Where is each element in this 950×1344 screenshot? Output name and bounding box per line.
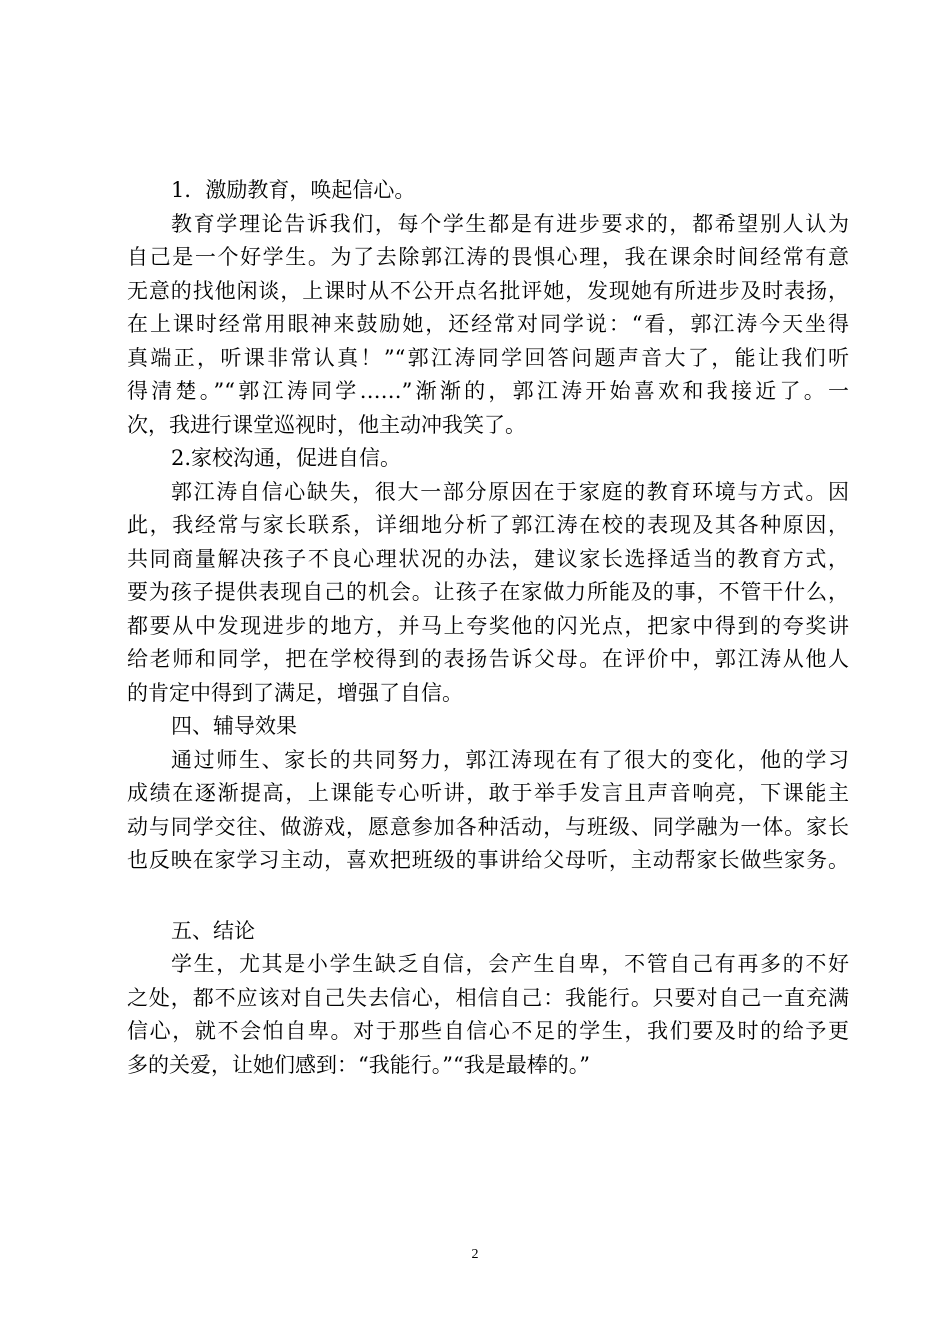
paragraph-line: 多的关爱，让她们感到：“我能行。”“我是最棒的。” (127, 1052, 590, 1077)
paragraph-line: 给老师和同学，把在学校得到的表扬告诉父母。在评价中，郭江涛从他人 (127, 647, 849, 671)
paragraph-line: 共同商量解决孩子不良心理状况的办法，建议家长选择适当的教育方式， (127, 546, 849, 571)
section-heading-home-school: 2.家校沟通，促进自信。 (171, 446, 402, 470)
paragraph-line: 成绩在逐渐提高，上课能专心听讲，敢于举手发言且声音响亮，下课能主 (127, 781, 849, 805)
paragraph-line: 的肯定中得到了满足，增强了自信。 (127, 680, 463, 705)
section-heading-incentive-education: 1．激励教育，唤起信心。 (171, 178, 416, 202)
paragraph-line: 也反映在家学习主动，喜欢把班级的事讲给父母听，主动帮家长做些家务。 (127, 848, 849, 872)
paragraph-line: 都要从中发现进步的地方，并马上夸奖他的闪光点，把家中得到的夸奖讲 (127, 613, 849, 638)
paragraph-line: 无意的找他闲谈，上课时从不公开点名批评她，发现她有所进步及时表扬， (127, 278, 849, 303)
paragraph-line: 真端正，听课非常认真！”“郭江涛同学回答问题声音大了，能让我们听 (127, 345, 849, 370)
paragraph-line: 之处，都不应该对自己失去信心，相信自己：我能行。只要对自己一直充满 (127, 985, 849, 1010)
paragraph-line: 在上课时经常用眼神来鼓励她，还经常对同学说：“看，郭江涛今天坐得 (127, 312, 849, 336)
paragraph-line: 动与同学交往、做游戏，愿意参加各种活动，与班级、同学融为一体。家长 (127, 814, 849, 839)
paragraph-line: 信心，就不会怕自卑。对于那些自信心不足的学生，我们要及时的给予更 (127, 1019, 849, 1043)
paragraph-line: 此，我经常与家长联系，详细地分析了郭江涛在校的表现及其各种原因， (127, 513, 849, 537)
paragraph-spacer (127, 878, 849, 915)
paragraph-line: 教育学理论告诉我们，每个学生都是有进步要求的，都希望别人认为 (171, 211, 849, 236)
paragraph-line: 得清楚。”“郭江涛同学……”渐渐的，郭江涛开始喜欢和我接近了。一 (127, 379, 849, 403)
paragraph-line: 要为孩子提供表现自己的机会。让孩子在家做力所能及的事，不管干什么， (127, 580, 849, 604)
section-heading-conclusion: 五、结论 (171, 918, 255, 943)
section-heading-counseling-effect: 四、辅导效果 (171, 714, 297, 738)
page-number: 2 (471, 1247, 479, 1262)
paragraph-line: 次，我进行课堂巡视时，他主动冲我笑了。 (127, 412, 526, 437)
paragraph-line: 郭江涛自信心缺失，很大一部分原因在于家庭的教育环境与方式。因 (171, 479, 849, 504)
paragraph-line: 自己是一个好学生。为了去除郭江涛的畏惧心理，我在课余时间经常有意 (127, 245, 849, 269)
paragraph-line: 学生，尤其是小学生缺乏自信，会产生自卑，不管自己有再多的不好 (171, 952, 849, 976)
paragraph-line: 通过师生、家长的共同努力，郭江涛现在有了很大的变化，他的学习 (171, 747, 849, 772)
document-body (127, 174, 849, 1082)
